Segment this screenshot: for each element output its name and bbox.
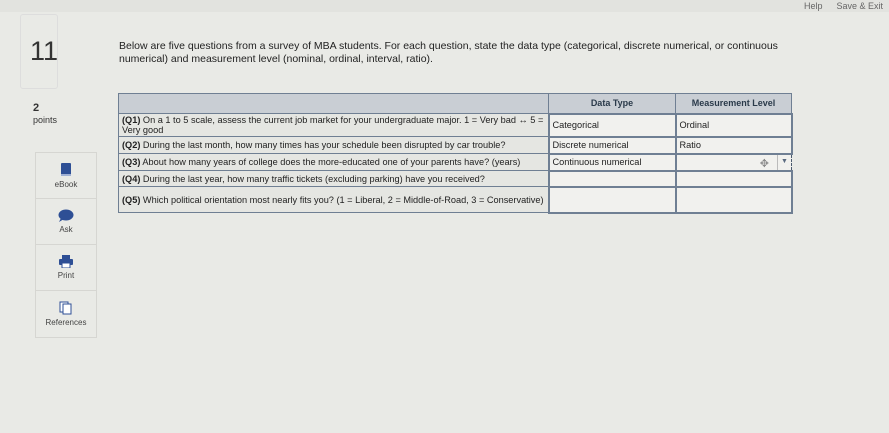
printer-icon: [59, 255, 73, 268]
question-cell: [119, 154, 549, 171]
documents-icon: [59, 301, 73, 315]
table-row: [119, 187, 792, 213]
move-cursor-icon: ✥: [759, 157, 769, 170]
data-type-dropdown[interactable]: [549, 187, 676, 213]
top-bar: [0, 0, 889, 12]
table-row: [119, 171, 792, 187]
question-text: About how many years of college does the more-educated one of your parents have? (years): [140, 157, 521, 167]
measurement-level-dropdown[interactable]: Ordinal: [676, 114, 792, 137]
points: [33, 102, 57, 126]
print-label: Print: [57, 271, 75, 280]
header-measurement-level: Measurement Level: [676, 94, 792, 114]
ask-button[interactable]: [36, 199, 96, 245]
question-text: During the last year, how many traffic tickets (excluding parking) have you received?: [140, 173, 485, 184]
tools-panel: [35, 152, 97, 338]
question-prompt: Below are five questions from a survey of MBA students. For each question, state the data type (categorical, discrete numerical, or continuous numerical) and measurement level (nominal, ordinal, interval, ratio).: [119, 40, 778, 65]
measurement-level-dropdown[interactable]: [676, 187, 792, 213]
question-text: During the last month, how many times has your schedule been disrupted by car trouble?: [140, 140, 506, 150]
ebook-button[interactable]: [36, 153, 96, 199]
question-cell: [119, 187, 549, 213]
data-type-dropdown[interactable]: Discrete numerical: [549, 137, 676, 154]
question-id: (Q5): [122, 194, 141, 205]
ebook-label: eBook: [54, 179, 78, 189]
answer-table: [118, 93, 793, 214]
book-icon: [60, 163, 72, 177]
question-cell: [119, 137, 549, 154]
question-text: On a 1 to 5 scale, assess the current job market for your undergraduate major. 1 = Very bad ↔ 5 = Very good: [122, 115, 544, 135]
help-link[interactable]: Help: [803, 1, 823, 11]
question-cell: [119, 114, 549, 137]
table-row: [119, 137, 792, 154]
question-text: Which political orientation most nearly fits you? (1 = Liberal, 2 = Middle-of-Road, 3 = Conservative): [140, 194, 544, 205]
table-row: [119, 114, 792, 137]
print-button[interactable]: [36, 245, 96, 291]
ask-label: Ask: [59, 225, 73, 234]
data-type-dropdown[interactable]: Continuous numerical: [549, 154, 676, 171]
chat-bubble-icon: [58, 209, 74, 222]
save-exit-link[interactable]: Save & Exit: [836, 1, 883, 11]
measurement-level-dropdown[interactable]: [676, 154, 792, 171]
header-question: [119, 94, 549, 114]
points-value: 2: [33, 102, 40, 114]
question-id: (Q1): [122, 115, 141, 125]
references-button[interactable]: [36, 291, 96, 337]
question-cell: [119, 171, 549, 187]
table-row: [119, 154, 792, 171]
table-header-row: [119, 94, 792, 114]
measurement-level-dropdown[interactable]: Ratio: [676, 137, 792, 154]
question-id: (Q3): [122, 157, 141, 167]
data-type-dropdown[interactable]: [549, 171, 676, 187]
chevron-down-icon[interactable]: ▼: [777, 155, 791, 170]
question-id: (Q4): [122, 173, 141, 184]
question-id: (Q2): [122, 140, 141, 150]
question-number: 11: [30, 36, 59, 66]
data-type-dropdown[interactable]: Categorical: [549, 114, 676, 137]
points-label: points: [33, 115, 58, 125]
references-label: References: [45, 318, 87, 327]
header-data-type: Data Type: [549, 94, 676, 114]
measurement-level-dropdown[interactable]: [676, 171, 792, 187]
